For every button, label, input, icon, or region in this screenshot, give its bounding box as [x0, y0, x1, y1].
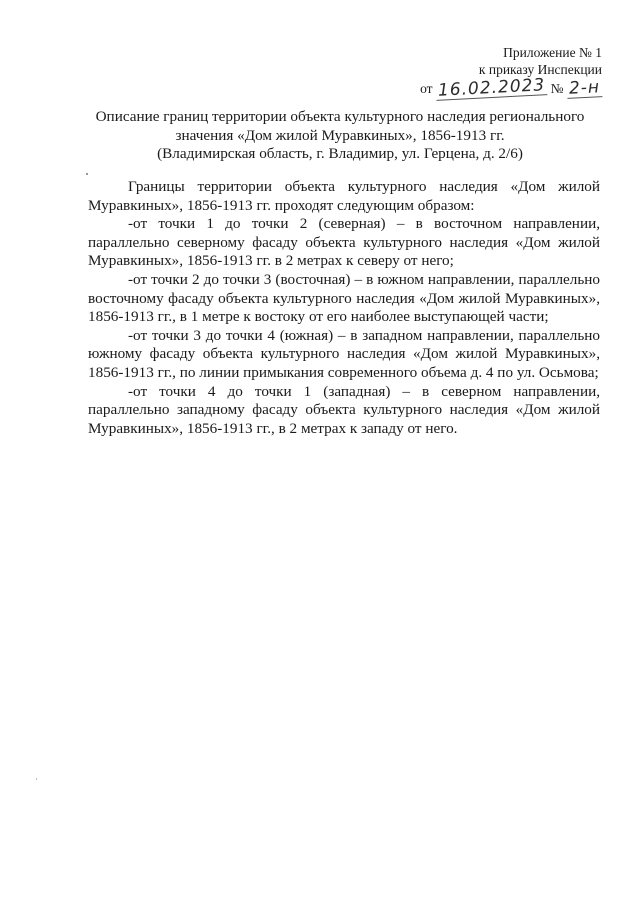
document-body — [88, 178, 600, 438]
appendix-title: Приложение № 1 — [503, 45, 602, 60]
scan-dot — [86, 173, 88, 175]
paragraph-east-boundary: -от точки 2 до точки 3 (восточная) – в южном направлении, параллельно восточному фасаду объекта культурного наследия «Дом жилой Муравкиных», 1856-1913 гг., в 1 метре к востоку от его наиболее выступающей части; — [88, 270, 600, 326]
title-line-1: Описание границ территории объекта культурного наследия регионального — [95, 108, 585, 125]
paragraph-intro: Границы территории объекта культурного наследия «Дом жилой Муравкиных», 1856-1913 гг. проходят следующим образом: — [88, 178, 600, 214]
paragraph-west-boundary: -от точки 4 до точки 1 (западная) – в северном направлении, параллельно западному фасаду объекта культурного наследия «Дом жилой Муравкиных», 1856-1913 гг., в 2 метрах к западу от него. — [88, 382, 600, 437]
number-label: № — [550, 81, 564, 96]
handwritten-number: 2-н — [568, 77, 601, 99]
document-title — [80, 108, 600, 164]
paragraph-north-boundary: -от точки 1 до точки 2 (северная) – в восточном направлении, параллельно северному фасаду объекта культурного наследия «Дом жилой Муравкиных», 1856-1913 гг. в 2 метрах к северу от него; — [88, 215, 600, 270]
handwritten-date: 16.02.2023 — [437, 75, 546, 101]
scan-mark — [36, 778, 37, 780]
appendix-order-ref: к приказу Инспекции — [478, 62, 602, 77]
title-line-3: (Владимирская область, г. Владимир, ул. Герцена, д. 2/6) — [157, 145, 523, 163]
from-label: от — [420, 81, 433, 96]
paragraph-south-boundary: -от точки 3 до точки 4 (южная) – в западном направлении, параллельно южному фасаду объекта культурного наследия «Дом жилой Муравкиных», 1856-1913 гг., по линии примыкания современного объема д. 4 по ул. Осьмова; — [88, 326, 600, 381]
appendix-date-number — [420, 75, 602, 101]
appendix-header — [420, 44, 602, 101]
title-line-2: значения «Дом жилой Муравкиных», 1856-1913 гг. — [175, 126, 505, 144]
